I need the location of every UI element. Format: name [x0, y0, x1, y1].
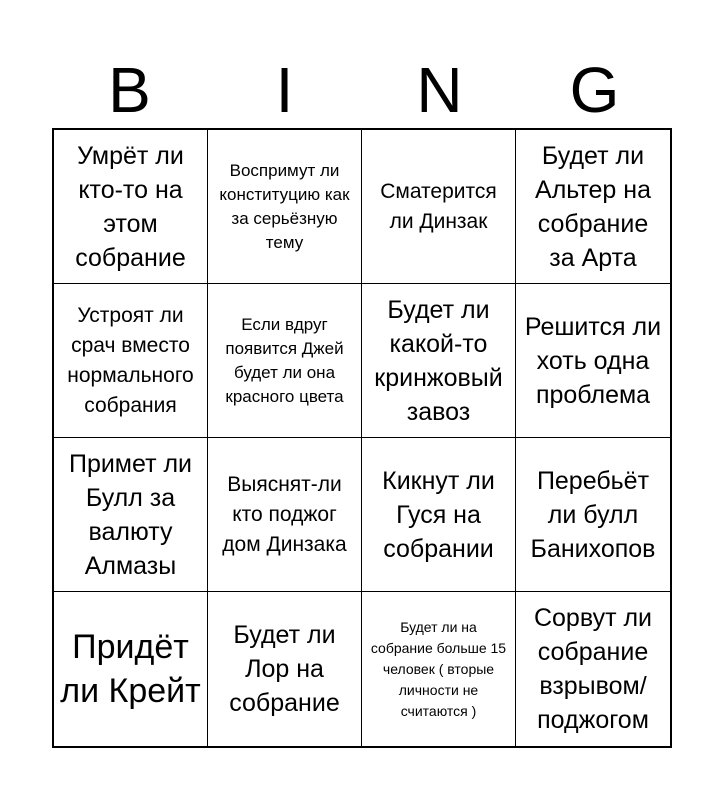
bingo-cell[interactable] — [54, 438, 208, 592]
bingo-cell-text: Будет ли Лор на собрание — [229, 621, 340, 717]
bingo-cell-text: Будет ли какой-то кринжовый завоз — [374, 295, 503, 426]
bingo-cell[interactable] — [54, 130, 208, 284]
bingo-cell[interactable] — [208, 284, 362, 438]
bingo-cell-text: Решится ли хоть одна проблема — [524, 312, 662, 409]
bingo-cell-text: Выяснят-ли кто поджог дом Динзака — [222, 472, 347, 556]
bingo-cell[interactable] — [362, 130, 516, 284]
bingo-cell[interactable] — [54, 284, 208, 438]
bingo-cell-text: Умрёт ли кто-то на этом собрание — [75, 141, 186, 272]
bingo-cell[interactable] — [362, 592, 516, 746]
bingo-cell-text: Кикнут ли Гуся на собрании — [382, 466, 495, 563]
bingo-cell[interactable] — [516, 438, 670, 592]
bingo-cell[interactable] — [362, 284, 516, 438]
bingo-cell[interactable] — [362, 438, 516, 592]
bingo-header — [52, 55, 672, 125]
header-letter-i: I — [275, 54, 294, 126]
header-letter-b: B — [108, 54, 151, 126]
bingo-cell-text: Будет ли на собрание больше 15 человек ( вторые личности не считаются ) — [370, 618, 507, 719]
bingo-cell[interactable] — [54, 592, 208, 746]
header-letter-n: N — [416, 54, 463, 126]
bingo-cell[interactable] — [516, 592, 670, 746]
bingo-cell-text: Если вдруг появится Джей будет ли она красного цвета — [225, 314, 344, 406]
bingo-cell[interactable] — [208, 438, 362, 592]
bingo-cell-text: Устроят ли срач вместо нормального собрания — [67, 303, 194, 417]
bingo-cell[interactable] — [516, 284, 670, 438]
bingo-cell-text: Придёт ли Крейт — [60, 628, 201, 710]
bingo-cell-text: Сматерится ли Динзак — [380, 179, 497, 233]
bingo-cell[interactable] — [208, 130, 362, 284]
bingo-cell[interactable] — [516, 130, 670, 284]
header-letter-g: G — [569, 54, 620, 126]
bingo-grid — [52, 128, 672, 748]
bingo-cell-text: Примет ли Булл за валюту Алмазы — [68, 449, 193, 580]
bingo-cell-text: Перебьёт ли булл Банихопов — [530, 466, 656, 563]
bingo-cell-text: Воспримут ли конституцию как за серьёзную тему — [219, 160, 350, 252]
bingo-cell[interactable] — [208, 592, 362, 746]
bingo-cell-text: Будет ли Альтер на собрание за Арта — [535, 141, 651, 272]
bingo-cell-text: Сорвут ли собрание взрывом/ поджогом — [533, 604, 653, 734]
